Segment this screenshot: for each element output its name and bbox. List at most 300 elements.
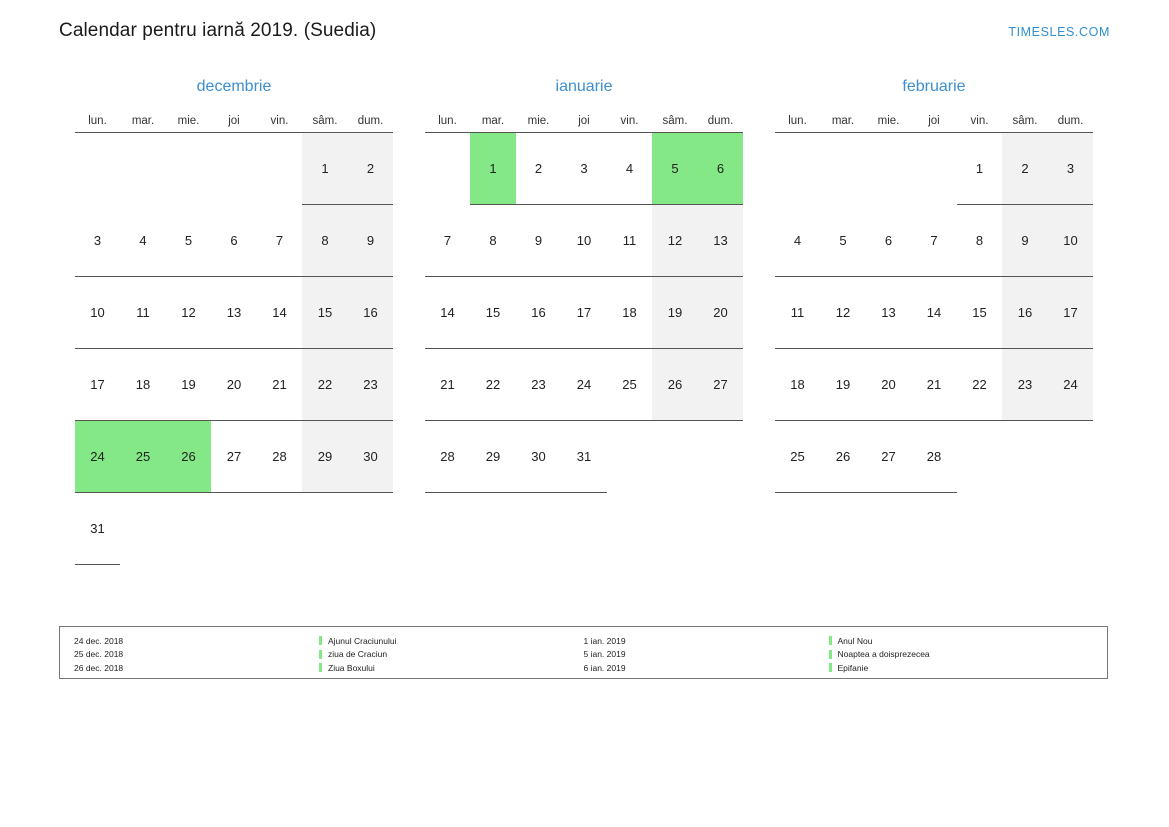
day-number: 1 [302, 133, 348, 205]
day-cell[interactable] [348, 349, 394, 421]
day-cell[interactable] [302, 421, 348, 493]
weekday-header: joi [211, 110, 257, 133]
month-table [775, 110, 1094, 493]
day-cell-empty [120, 133, 166, 206]
day-number: 30 [516, 421, 562, 493]
day-number: 6 [698, 133, 744, 205]
day-cell[interactable] [561, 421, 607, 493]
day-cell[interactable] [1002, 133, 1048, 206]
day-cell[interactable] [561, 133, 607, 206]
weekday-header: sâm. [302, 110, 348, 133]
day-number [820, 133, 866, 205]
day-number [257, 133, 303, 205]
day-number: 13 [698, 205, 744, 277]
day-number: 12 [820, 277, 866, 349]
weekday-header: mar. [120, 110, 166, 133]
weekday-header: mie. [516, 110, 562, 133]
day-number: 7 [425, 205, 471, 277]
day-number: 3 [561, 133, 607, 205]
day-number: 17 [561, 277, 607, 349]
day-cell[interactable] [561, 205, 607, 277]
day-cell[interactable] [820, 421, 866, 493]
day-cell[interactable] [698, 205, 744, 277]
day-number: 29 [470, 421, 516, 493]
day-cell[interactable] [257, 205, 303, 277]
day-number: 25 [607, 349, 653, 421]
day-cell[interactable] [348, 133, 394, 206]
day-cell-empty [348, 493, 394, 565]
day-number [698, 421, 744, 493]
day-number [911, 133, 957, 205]
day-cell[interactable] [75, 205, 121, 277]
day-cell-empty [957, 421, 1003, 493]
weekday-header: sâm. [1002, 110, 1048, 133]
day-number: 30 [348, 421, 394, 493]
day-cell[interactable] [425, 205, 471, 277]
weekday-header: dum. [1048, 110, 1094, 133]
day-cell[interactable] [516, 421, 562, 493]
day-cell-empty [820, 133, 866, 206]
week-row [775, 421, 1094, 493]
day-number: 26 [166, 421, 212, 493]
holiday-legend [59, 626, 1108, 679]
day-number [652, 421, 698, 493]
day-cell[interactable] [470, 205, 516, 277]
weekday-header: dum. [698, 110, 744, 133]
legend-color-swatch [319, 650, 322, 659]
legend-row [74, 661, 584, 674]
day-number [607, 421, 653, 493]
day-cell[interactable] [820, 277, 866, 349]
legend-date: 5 ian. 2019 [583, 649, 626, 659]
month-name: ianuarie [555, 78, 613, 95]
day-number: 22 [302, 349, 348, 421]
weekday-header: lun. [425, 110, 471, 133]
day-number: 4 [120, 205, 166, 277]
day-cell[interactable] [257, 421, 303, 493]
day-cell[interactable] [470, 277, 516, 349]
day-cell-holiday[interactable] [470, 133, 516, 206]
day-number: 16 [348, 277, 394, 349]
day-number: 23 [348, 349, 394, 421]
months-container [59, 78, 1110, 565]
week-row [775, 205, 1094, 277]
week-row [75, 277, 394, 349]
day-cell[interactable] [911, 421, 957, 493]
day-cell[interactable] [425, 349, 471, 421]
day-cell[interactable] [957, 277, 1003, 349]
day-number: 14 [257, 277, 303, 349]
day-cell[interactable] [957, 205, 1003, 277]
day-number: 11 [775, 277, 821, 349]
day-cell[interactable] [775, 205, 821, 277]
legend-holiday-name: Ajunul Craciunului [328, 635, 397, 646]
day-cell[interactable] [1048, 133, 1094, 206]
day-number: 4 [607, 133, 653, 205]
day-cell[interactable] [820, 349, 866, 421]
day-number [257, 493, 303, 565]
day-number [302, 493, 348, 565]
day-cell[interactable] [302, 349, 348, 421]
weekday-header-row [75, 110, 394, 133]
legend-column-left [74, 634, 584, 678]
day-cell-empty [166, 493, 212, 565]
day-number [120, 133, 166, 205]
day-cell-empty [120, 493, 166, 565]
day-cell-empty [866, 133, 912, 206]
day-number: 21 [911, 349, 957, 421]
weekday-header: mie. [166, 110, 212, 133]
day-cell[interactable] [957, 133, 1003, 206]
day-cell[interactable] [866, 205, 912, 277]
day-cell[interactable] [302, 277, 348, 349]
day-number: 20 [866, 349, 912, 421]
weekday-header: vin. [957, 110, 1003, 133]
day-number: 4 [775, 205, 821, 277]
day-number: 31 [561, 421, 607, 493]
day-cell[interactable] [516, 133, 562, 206]
day-number: 10 [561, 205, 607, 277]
legend-color-swatch [829, 636, 832, 645]
day-cell[interactable] [911, 277, 957, 349]
day-cell-holiday[interactable] [75, 421, 121, 493]
day-number: 12 [652, 205, 698, 277]
day-cell[interactable] [866, 421, 912, 493]
day-number: 28 [425, 421, 471, 493]
weekday-header: lun. [75, 110, 121, 133]
day-cell[interactable] [211, 421, 257, 493]
month-block [409, 78, 759, 565]
day-cell[interactable] [652, 205, 698, 277]
day-cell[interactable] [698, 349, 744, 421]
day-number: 7 [257, 205, 303, 277]
weekday-header: joi [911, 110, 957, 133]
day-cell[interactable] [698, 277, 744, 349]
day-number: 2 [1002, 133, 1048, 205]
day-cell-holiday[interactable] [120, 421, 166, 493]
day-cell-empty [652, 421, 698, 493]
day-number: 22 [470, 349, 516, 421]
day-number: 17 [1048, 277, 1094, 349]
week-row [425, 133, 744, 206]
day-cell-empty [166, 133, 212, 206]
day-number [211, 133, 257, 205]
day-cell-empty [211, 493, 257, 565]
day-cell[interactable] [302, 133, 348, 206]
day-number [957, 421, 1003, 493]
day-cell[interactable] [866, 349, 912, 421]
legend-color-swatch [319, 636, 322, 645]
day-cell[interactable] [607, 205, 653, 277]
day-number: 10 [75, 277, 121, 349]
weekday-header: mar. [820, 110, 866, 133]
day-cell-empty [302, 493, 348, 565]
day-cell-empty [257, 493, 303, 565]
day-number: 21 [257, 349, 303, 421]
weekday-header-row [425, 110, 744, 133]
day-cell[interactable] [1002, 349, 1048, 421]
day-cell-empty [1002, 421, 1048, 493]
day-cell[interactable] [516, 277, 562, 349]
day-cell-holiday[interactable] [166, 421, 212, 493]
day-number: 15 [957, 277, 1003, 349]
day-number: 21 [425, 349, 471, 421]
day-number: 6 [866, 205, 912, 277]
weekday-header: mar. [470, 110, 516, 133]
week-row [425, 277, 744, 349]
weekday-header: sâm. [652, 110, 698, 133]
day-cell[interactable] [607, 349, 653, 421]
day-number [348, 493, 394, 565]
day-number: 27 [211, 421, 257, 493]
week-row [425, 421, 744, 493]
day-number: 8 [957, 205, 1003, 277]
legend-color-swatch [829, 650, 832, 659]
day-cell[interactable] [607, 133, 653, 206]
week-row [75, 349, 394, 421]
day-number: 5 [652, 133, 698, 205]
day-cell[interactable] [166, 349, 212, 421]
day-cell-empty [775, 133, 821, 206]
day-cell[interactable] [911, 349, 957, 421]
legend-date: 6 ian. 2019 [583, 662, 626, 673]
day-cell[interactable] [75, 493, 121, 565]
day-number: 17 [75, 349, 121, 421]
day-cell-empty [607, 421, 653, 493]
day-number: 7 [911, 205, 957, 277]
day-number [120, 493, 166, 565]
day-cell-empty [75, 133, 121, 206]
day-number: 8 [302, 205, 348, 277]
day-number: 13 [211, 277, 257, 349]
day-cell[interactable] [516, 205, 562, 277]
month-name: februarie [902, 78, 966, 95]
legend-row [584, 648, 1094, 661]
day-cell[interactable] [1048, 205, 1094, 277]
legend-date: 26 dec. 2018 [74, 662, 124, 673]
day-number: 20 [211, 349, 257, 421]
day-number: 1 [470, 133, 516, 205]
day-cell[interactable] [1002, 277, 1048, 349]
legend-holiday-name: Anul Nou [837, 635, 873, 646]
day-number: 5 [166, 205, 212, 277]
day-number: 20 [698, 277, 744, 349]
day-number: 5 [820, 205, 866, 277]
day-cell-holiday[interactable] [652, 133, 698, 206]
day-number: 9 [348, 205, 394, 277]
day-number: 23 [1002, 349, 1048, 421]
day-cell[interactable] [211, 205, 257, 277]
day-number: 27 [866, 421, 912, 493]
day-number: 26 [820, 421, 866, 493]
day-number [166, 493, 212, 565]
day-cell[interactable] [120, 277, 166, 349]
day-number [75, 133, 121, 205]
day-number: 10 [1048, 205, 1094, 277]
day-number: 26 [652, 349, 698, 421]
legend-row [74, 634, 584, 647]
day-number: 12 [166, 277, 212, 349]
weekday-header: vin. [607, 110, 653, 133]
day-number: 9 [1002, 205, 1048, 277]
day-cell-holiday[interactable] [698, 133, 744, 206]
legend-color-swatch [319, 663, 322, 672]
legend-row [584, 661, 1094, 674]
week-row [775, 277, 1094, 349]
legend-column-right [584, 634, 1094, 678]
day-number: 1 [957, 133, 1003, 205]
day-number: 18 [775, 349, 821, 421]
weekday-header: joi [561, 110, 607, 133]
day-number: 23 [516, 349, 562, 421]
day-number: 25 [120, 421, 166, 493]
day-cell-empty [698, 421, 744, 493]
legend-holiday-name: Epifanie [837, 662, 869, 673]
day-cell[interactable] [211, 349, 257, 421]
day-cell[interactable] [866, 277, 912, 349]
day-number: 11 [607, 205, 653, 277]
day-number: 28 [257, 421, 303, 493]
legend-date: 25 dec. 2018 [74, 649, 124, 659]
day-number: 22 [957, 349, 1003, 421]
day-number: 28 [911, 421, 957, 493]
day-number: 19 [652, 277, 698, 349]
month-name: decembrie [196, 78, 272, 95]
day-number [425, 133, 471, 205]
week-row [425, 349, 744, 421]
legend-date: 24 dec. 2018 [74, 635, 124, 646]
day-number: 18 [120, 349, 166, 421]
day-number: 14 [911, 277, 957, 349]
month-table [425, 110, 744, 493]
week-row [775, 349, 1094, 421]
day-number: 29 [302, 421, 348, 493]
day-cell-empty [425, 133, 471, 206]
day-number: 24 [75, 421, 121, 493]
weekday-header: lun. [775, 110, 821, 133]
day-cell[interactable] [348, 205, 394, 277]
day-cell[interactable] [1048, 349, 1094, 421]
day-cell-empty [911, 133, 957, 206]
month-block [59, 78, 409, 565]
day-number: 13 [866, 277, 912, 349]
day-number: 15 [470, 277, 516, 349]
weekday-header: mie. [866, 110, 912, 133]
day-number: 2 [516, 133, 562, 205]
day-number: 3 [75, 205, 121, 277]
day-cell[interactable] [561, 277, 607, 349]
week-row [75, 133, 394, 206]
legend-holiday-name: Ziua Boxului [328, 662, 375, 673]
legend-row [584, 634, 1094, 647]
week-row [75, 493, 394, 565]
day-cell[interactable] [257, 277, 303, 349]
day-cell[interactable] [302, 205, 348, 277]
day-number [1002, 421, 1048, 493]
day-number: 15 [302, 277, 348, 349]
weekday-header: vin. [257, 110, 303, 133]
weekday-header-row [775, 110, 1094, 133]
day-number: 19 [820, 349, 866, 421]
legend-holiday-name: ziua de Craciun [328, 649, 388, 659]
day-cell[interactable] [257, 349, 303, 421]
week-row [75, 205, 394, 277]
day-number [866, 133, 912, 205]
day-cell[interactable] [957, 349, 1003, 421]
day-cell[interactable] [607, 277, 653, 349]
day-cell[interactable] [75, 277, 121, 349]
day-number: 18 [607, 277, 653, 349]
day-cell[interactable] [652, 277, 698, 349]
day-number: 16 [1002, 277, 1048, 349]
day-cell[interactable] [1002, 205, 1048, 277]
day-cell-empty [1048, 421, 1094, 493]
day-number: 2 [348, 133, 394, 205]
day-cell[interactable] [775, 421, 821, 493]
day-cell[interactable] [911, 205, 957, 277]
day-cell[interactable] [348, 277, 394, 349]
day-cell[interactable] [425, 277, 471, 349]
legend-holiday-name: Noaptea a doisprezecea [837, 649, 930, 659]
day-cell[interactable] [166, 277, 212, 349]
day-cell[interactable] [1048, 277, 1094, 349]
legend-color-swatch [829, 663, 832, 672]
page-title: Calendar pentru iarnă 2019. (Suedia) [59, 20, 377, 41]
day-cell[interactable] [561, 349, 607, 421]
day-number: 11 [120, 277, 166, 349]
legend-row [74, 648, 584, 661]
day-cell[interactable] [348, 421, 394, 493]
day-cell[interactable] [775, 349, 821, 421]
day-number: 14 [425, 277, 471, 349]
day-number: 24 [561, 349, 607, 421]
day-cell[interactable] [425, 421, 471, 493]
day-number [166, 133, 212, 205]
day-number: 16 [516, 277, 562, 349]
week-row [425, 205, 744, 277]
day-cell[interactable] [120, 205, 166, 277]
day-cell[interactable] [652, 349, 698, 421]
day-number: 31 [75, 493, 121, 565]
weekday-header: dum. [348, 110, 394, 133]
day-cell[interactable] [75, 349, 121, 421]
day-number [775, 133, 821, 205]
day-number: 24 [1048, 349, 1094, 421]
day-cell-empty [211, 133, 257, 206]
site-brand-link[interactable]: TIMESLES.COM [1008, 25, 1110, 39]
day-cell[interactable] [120, 349, 166, 421]
day-cell-empty [257, 133, 303, 206]
day-cell[interactable] [166, 205, 212, 277]
day-cell[interactable] [516, 349, 562, 421]
day-number: 8 [470, 205, 516, 277]
day-cell[interactable] [775, 277, 821, 349]
day-number: 25 [775, 421, 821, 493]
day-number: 9 [516, 205, 562, 277]
day-number [1048, 421, 1094, 493]
day-cell[interactable] [470, 421, 516, 493]
day-cell[interactable] [820, 205, 866, 277]
day-number: 19 [166, 349, 212, 421]
day-number: 6 [211, 205, 257, 277]
day-cell[interactable] [470, 349, 516, 421]
week-row [775, 133, 1094, 206]
day-cell[interactable] [211, 277, 257, 349]
legend-date: 1 ian. 2019 [583, 635, 626, 646]
week-row [75, 421, 394, 493]
day-number [211, 493, 257, 565]
day-number: 3 [1048, 133, 1094, 205]
